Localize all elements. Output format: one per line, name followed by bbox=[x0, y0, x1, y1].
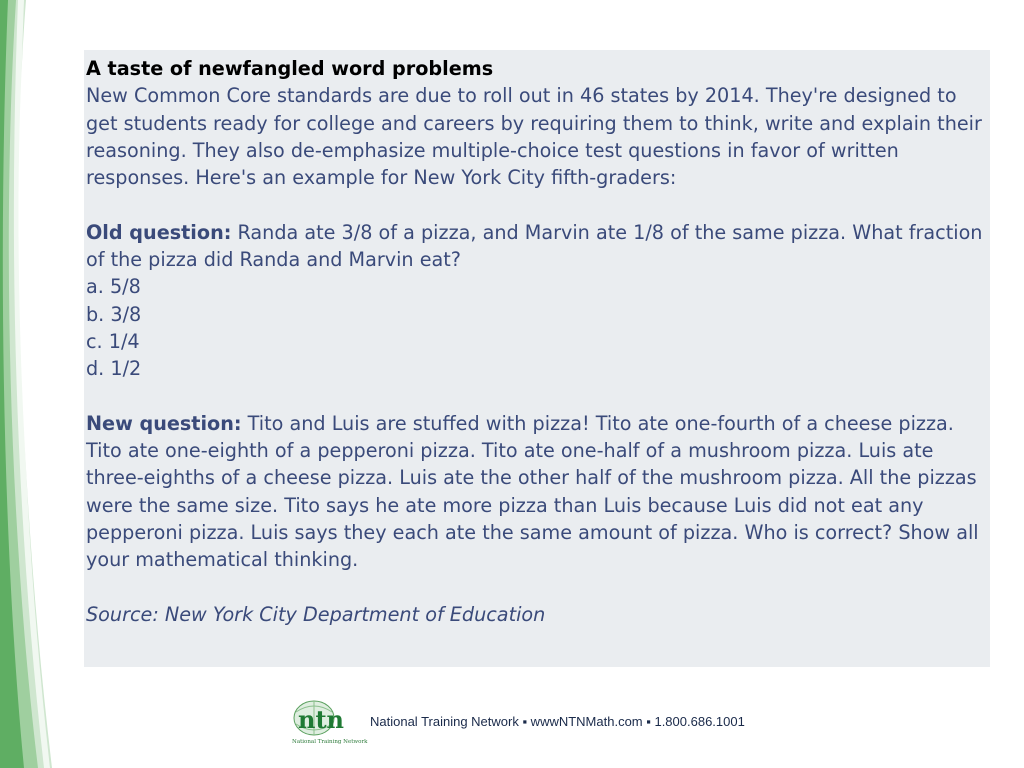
spacer bbox=[86, 574, 986, 601]
choice-d: d. 1/2 bbox=[86, 357, 142, 381]
logo-caption: National Training Network bbox=[292, 739, 368, 745]
article-intro: New Common Core standards are due to roll out in 46 states by 2014. They're designed to get students ready for college and careers by requiring them to think, write and explain their reasoning. They also de-emphasize multiple-choice test questions in favor of written responses. Here's an example for New York City fifth-graders: bbox=[86, 84, 982, 190]
new-question-label: New question: bbox=[86, 411, 242, 435]
logo-wordmark: ntn bbox=[298, 705, 344, 734]
choice-a: a. 5/8 bbox=[86, 275, 141, 299]
old-question-label: Old question: bbox=[86, 220, 232, 244]
footer bbox=[292, 698, 745, 750]
decorative-green-swoosh bbox=[0, 0, 60, 768]
ntn-logo-mark bbox=[292, 698, 362, 740]
article-text bbox=[86, 55, 986, 628]
spacer bbox=[86, 383, 986, 410]
choice-b: b. 3/8 bbox=[86, 302, 142, 326]
new-question-text: Tito and Luis are stuffed with pizza! Tito ate one-fourth of a cheese pizza. Tito ate one-eighth of a pepperoni pizza. Tito ate one-half of a mushroom pizza. Luis ate three-eighths of a cheese pizza. Luis ate the other half of the mushroom pizza. All the pizzas were the same size. Tito says he ate more pizza than Luis because Luis did not eat any pepperoni pizza. Luis says they each ate the same amount of pizza. Who is correct? Show all your mathematical thinking. bbox=[86, 411, 979, 572]
old-question-text: Randa ate 3/8 of a pizza, and Marvin ate 1/8 of the same pizza. What fraction of the pizza did Randa and Marvin eat? bbox=[86, 220, 983, 272]
old-question bbox=[86, 219, 986, 274]
new-question bbox=[86, 410, 986, 574]
spacer bbox=[86, 191, 986, 218]
footer-contact: National Training Network ▪ wwwNTNMath.com ▪ 1.800.686.1001 bbox=[370, 713, 745, 729]
choice-c: c. 1/4 bbox=[86, 329, 140, 353]
article-heading: A taste of newfangled word problems bbox=[86, 57, 494, 80]
ntn-logo bbox=[292, 698, 368, 750]
source-citation: Source: New York City Department of Education bbox=[86, 602, 546, 626]
